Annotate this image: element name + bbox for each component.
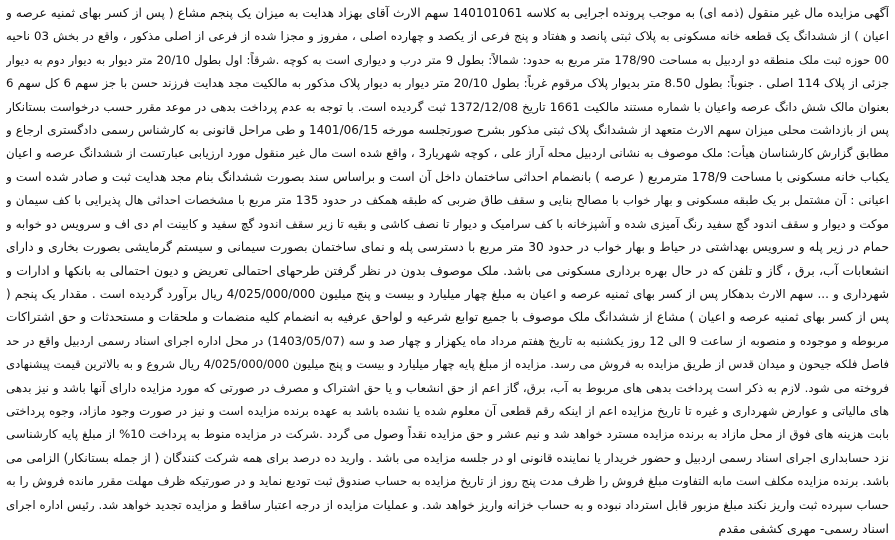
notice-line-17: فروخته می شود. لازم به ذکر است پرداخت بدهی های مربوط به آب، برق، گاز اعم از حق انشعاب و یا حق اشتراک و مصرف در صورتی که مورد مزایده دارای آنها باشد و نیز بدهی <box>6 380 889 395</box>
notice-line-14: پس از کسر بهای ثمنیه عرصه و اعیان ) مشاع از ششدانگ ملک موصوف با جمیع توابع شرعیه و لواحق عرفیه به انضمام کلیه منضمات و ملحقات و مستحدثات و حق اشتراکات <box>6 310 889 325</box>
notice-line-16: فاصل فلکه جیحون و میدان قدس از طریق مزایده به فروش می رسد. مزایده از مبلغ پایه چهار میلیارد و بیست و پنج میلیون 4/025/000/000 ریال شروع و به بالاترین قیمت پیشنهادی <box>6 357 889 372</box>
notice-line-21: باشد. برنده مزایده مکلف است مابه التفاوت مبلغ فروش را ظرف مدت پنج روز از تاریخ مزایده به حساب صندوق ثبت تودیع نماید و در صورتیکه ظرف مهلت مقرر مانده فروش را به <box>6 474 889 489</box>
notice-line-18: های مالیاتی و عوارض شهرداری و غیره تا تاریخ مزایده اعم از اینکه رقم قطعی آن معلوم شده یا نشده باشد به عهده برنده مزایده است و نیز در صورت وجود مازاد، وجوه پرداختی <box>6 403 889 418</box>
notice-line-4: جزئی از پلاک 114 اصلی . جنوباً: بطول 8.50 متر بدیوار پلاک مرقوم غرباً: بطول 20/10 متر دیوار به دیوار پلاک مذکور به مالکیت مجد هدایت فرزند حسن با جز سهم 6 کل سهم 6 <box>6 76 889 91</box>
notice-line-20: نزد حسابداری اجرای اسناد رسمی اردبیل و حضور خریدار یا نماینده قانونی او در جلسه مزایده می باشد . وارید ده درصد برای همه شرکت کنندگان ( از جمله بستانکار) الزامی می <box>6 450 889 465</box>
notice-line-5: بعنوان مالک شش دانگ عرصه واعیان با شماره مستند مالکیت 1661 تاریخ 1372/12/08 ثبت گردیده است. با توجه به عدم پرداخت بدهی در موعد مقرر حسب درخواست بستانکار <box>6 99 889 114</box>
notice-line-13: شهرداری و ... سهم الارث بدهکار پس از کسر بهای ثمنیه عرصه و اعیان به مبلغ چهار میلیارد و بیست و پنج میلیون 4/025/000/000 ریال برآورد گردیده است . مقدار یک پنجم ( <box>6 286 889 301</box>
notice-line-9: اعیانی : آن مشتمل بر یک طبقه مسکونی و بهار خواب با مصالح بنایی و سقف طاق ضربی که طبقه همکف در حدود 135 متر مربع با مشخصات احداثی هال پذیرایی با کف سیمان و <box>6 193 889 208</box>
notice-line-11: حمام در زیر پله و سرویس بهداشتی در حیاط و بهار خواب در حدود 30 متر مربع با دسترسی پله و نمای ساختمان بصورت سیمانی و سیستم گرمایشی بصورت بخاری و دارای <box>6 240 889 255</box>
notice-line-15: مربوطه و موجوده و منصوبه از ساعت 9 الی 12 روز یکشنبه به تاریخ هفتم مرداد ماه یکهزار و چهار صد و سه (1403/05/07) در محل اداره اجرای اسناد رسمی اردبیل واقع در حد <box>6 333 889 348</box>
notice-line-19: بابت هزینه های فوق از محل مازاد به برنده مزایده مسترد خواهد شد و نیم عشر و حق مزایده نقداً وصول می گردد .شرکت در مزایده منوط به پرداخت 10% از مبلغ پایه کارشناسی <box>6 427 889 442</box>
notice-line-12: انشعابات آب، برق ، گاز و تلفن که در حال بهره برداری مسکونی می باشد. ملک موصوف بدون در نظر گرفتن طرحهای احتمالی تعریض و دیون احتمالی به بانکها و ادارات و <box>6 263 889 279</box>
notice-line-6: پس از بازداشت محلی میزان سهم الارث متعهد از ششدانگ پلاک ثبتی مذکور بشرح صورتجلسه مورخه 1401/06/15 و طی مراحل قانونی به کارشناس رسمی دادگستری ارجاع و <box>6 123 889 138</box>
notice-line-3: 00 حوزه ثبت ملک منطقه دو اردبیل به مساحت 178/90 متر مربع به حدود: شمالاً: بطول 9 متر درب و دیواری است به کوچه .شرقاً: اول بطول 20/10 متر دیوار به دیوار دوم به دیوار <box>6 52 889 67</box>
notice-signature-line: اسناد رسمی- مهری کشفی مقدم <box>718 520 889 536</box>
notice-line-2: اعیان ) از ششدانگ یک قطعه خانه مسکونی به پلاک ثبتی پانصد و هفتاد و پنج فرعی از یکصد و چهارده اصلی ، مفروز و مجزا شده از فرعی از اصلی مذکور ، واقع در بخش 03 ناحیه <box>6 29 889 44</box>
notice-line-22: حساب سپرده ثبت واریز نکند مبلغ مزبور قابل استرداد نبوده و به حساب خزانه واریز خواهد شد. و عملیات مزایده از درجه اعتبار ساقط و مزایده تجدید خواهد شد. رئیس اداره اجرای <box>6 497 889 512</box>
notice-line-7: مطابق گزارش کارشناسان هیأت: ملک موصوف به نشانی اردبیل محله آراز علی ، کوچه شهریار3 ، واقع شده است مال غیر منقول مورد ارزیابی عبارتست از ششدانگ عرصه و اعیان <box>6 146 889 161</box>
notice-line-10: موکت و دیوار و سقف اندود گچ سفید رنگ آمیزی شده و آشپزخانه با کف سرامیک و دیوار تا نصف کاشی و بقیه تا زیر سقف اندود گچ سفید و کابینت ام دی اف و سرویس دو خوابه و <box>6 216 889 231</box>
notice-line-1: آگهی مزایده مال غیر منقول (ذمه ای) به موجب پرونده اجرایی به کلاسه 140101061 سهم الارث آقای بهزاد هدایت به میزان یک پنجم مشاع ( پس از کسر بهای ثمنیه عرصه و <box>6 6 889 20</box>
notice-line-8: یکباب خانه مسکونی با مساحت 178/9 مترمربع ( عرصه ) بانضمام احداثی ساختمان داخل آن است و براساس سند بصورت ششدانگ بنام مجد هدایت ثبت و صادر شده است و <box>6 169 889 184</box>
